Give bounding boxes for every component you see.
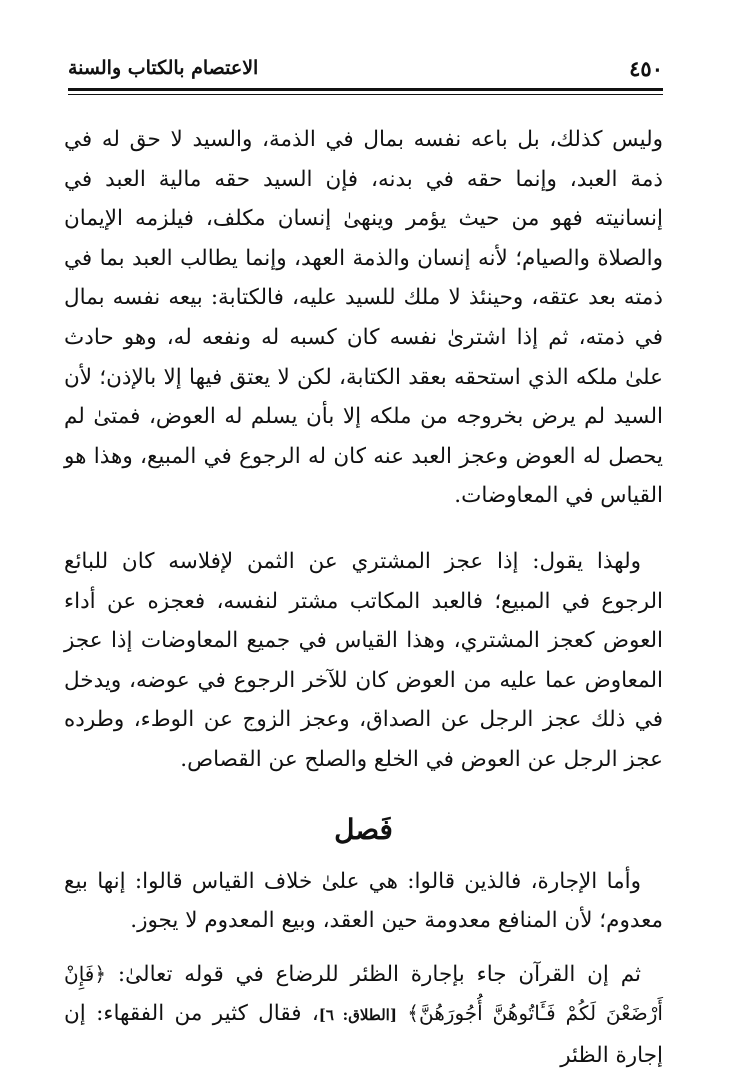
- body-text: [64, 120, 663, 1075]
- paragraph-2: ولهذا يقول: إذا عجز المشتري عن الثمن لإفلاسه كان للبائع الرجوع في المبيع؛ فالعبد المكاتب مشتر لنفسه، فعجزه عن أداء العوض كعجز المشتري، وهذا القياس في جميع المعاوضات إذا عجز المعاوض عما عليه من العوض كان للآخر الرجوع في عوضه، ويدخل في ذلك عجز الرجل عن الصداق، وعجز الزوج عن الوطء، وطرده عجز الرجل عن العوض في الخلع والصلح عن القصاص.: [64, 548, 663, 772]
- paragraph-4-start: ثم إن القرآن جاء بإجارة الظئر للرضاع في قوله تعالىٰ:: [117, 961, 641, 987]
- paragraph-1: وليس كذلك، بل باعه نفسه بمال في الذمة، والسيد لا حق له في ذمة العبد، وإنما حقه في بدنه، فإن السيد حقه مالية العبد في إنسانيته فهو من حيث يؤمر وينهىٰ إنسان مكلف، فيلزمه الإيمان والصلاة والصيام؛ لأنه إنسان والذمة العهد، وإنما يطالب العبد بما في ذمته بعد عتقه، وحينئذ لا ملك للسيد عليه، فالكتابة: بيعه نفسه بمال في ذمته، ثم إذا اشترىٰ نفسه كان كسبه له ونفعه له، وهو حادث علىٰ ملكه الذي استحقه بعقد الكتابة، لكن لا يعتق فيها إلا بالإذن؛ لأن السيد لم يرض بخروجه من ملكه إلا بأن يسلم له العوض، فمتىٰ لم يحصل له العوض وعجز العبد عنه كان له الرجوع في المبيع، وهذا هو القياس في المعاوضات.: [64, 127, 663, 509]
- paragraph-3: وأما الإجارة، فالذين قالوا: هي علىٰ خلاف القياس قالوا: إنها بيع معدوم؛ لأن المنافع معدومة حين العقد، وبيع المعدوم لا يجوز.: [64, 868, 663, 934]
- header-rule-thin: [68, 94, 663, 95]
- paragraph-4: [64, 955, 663, 1076]
- running-title: الاعتصام بالكتاب والسنة: [68, 57, 259, 79]
- quran-reference: [الطلاق: ٦]: [318, 1006, 397, 1025]
- section-title: فَصل: [334, 812, 393, 846]
- page-number: ٤٥٠: [629, 56, 663, 81]
- quran-verse: ﴿فَإِنْ أَرْضَعْنَ لَكُمْ فَـَٔاتُوهُنَّ أُجُورَهُنَّ﴾: [64, 961, 663, 1026]
- page-header: [68, 52, 663, 84]
- header-rule-thick: [68, 88, 663, 91]
- paragraph-4-end: ، فقال كثير من الفقهاء: إن إجارة الظئر: [64, 1001, 663, 1068]
